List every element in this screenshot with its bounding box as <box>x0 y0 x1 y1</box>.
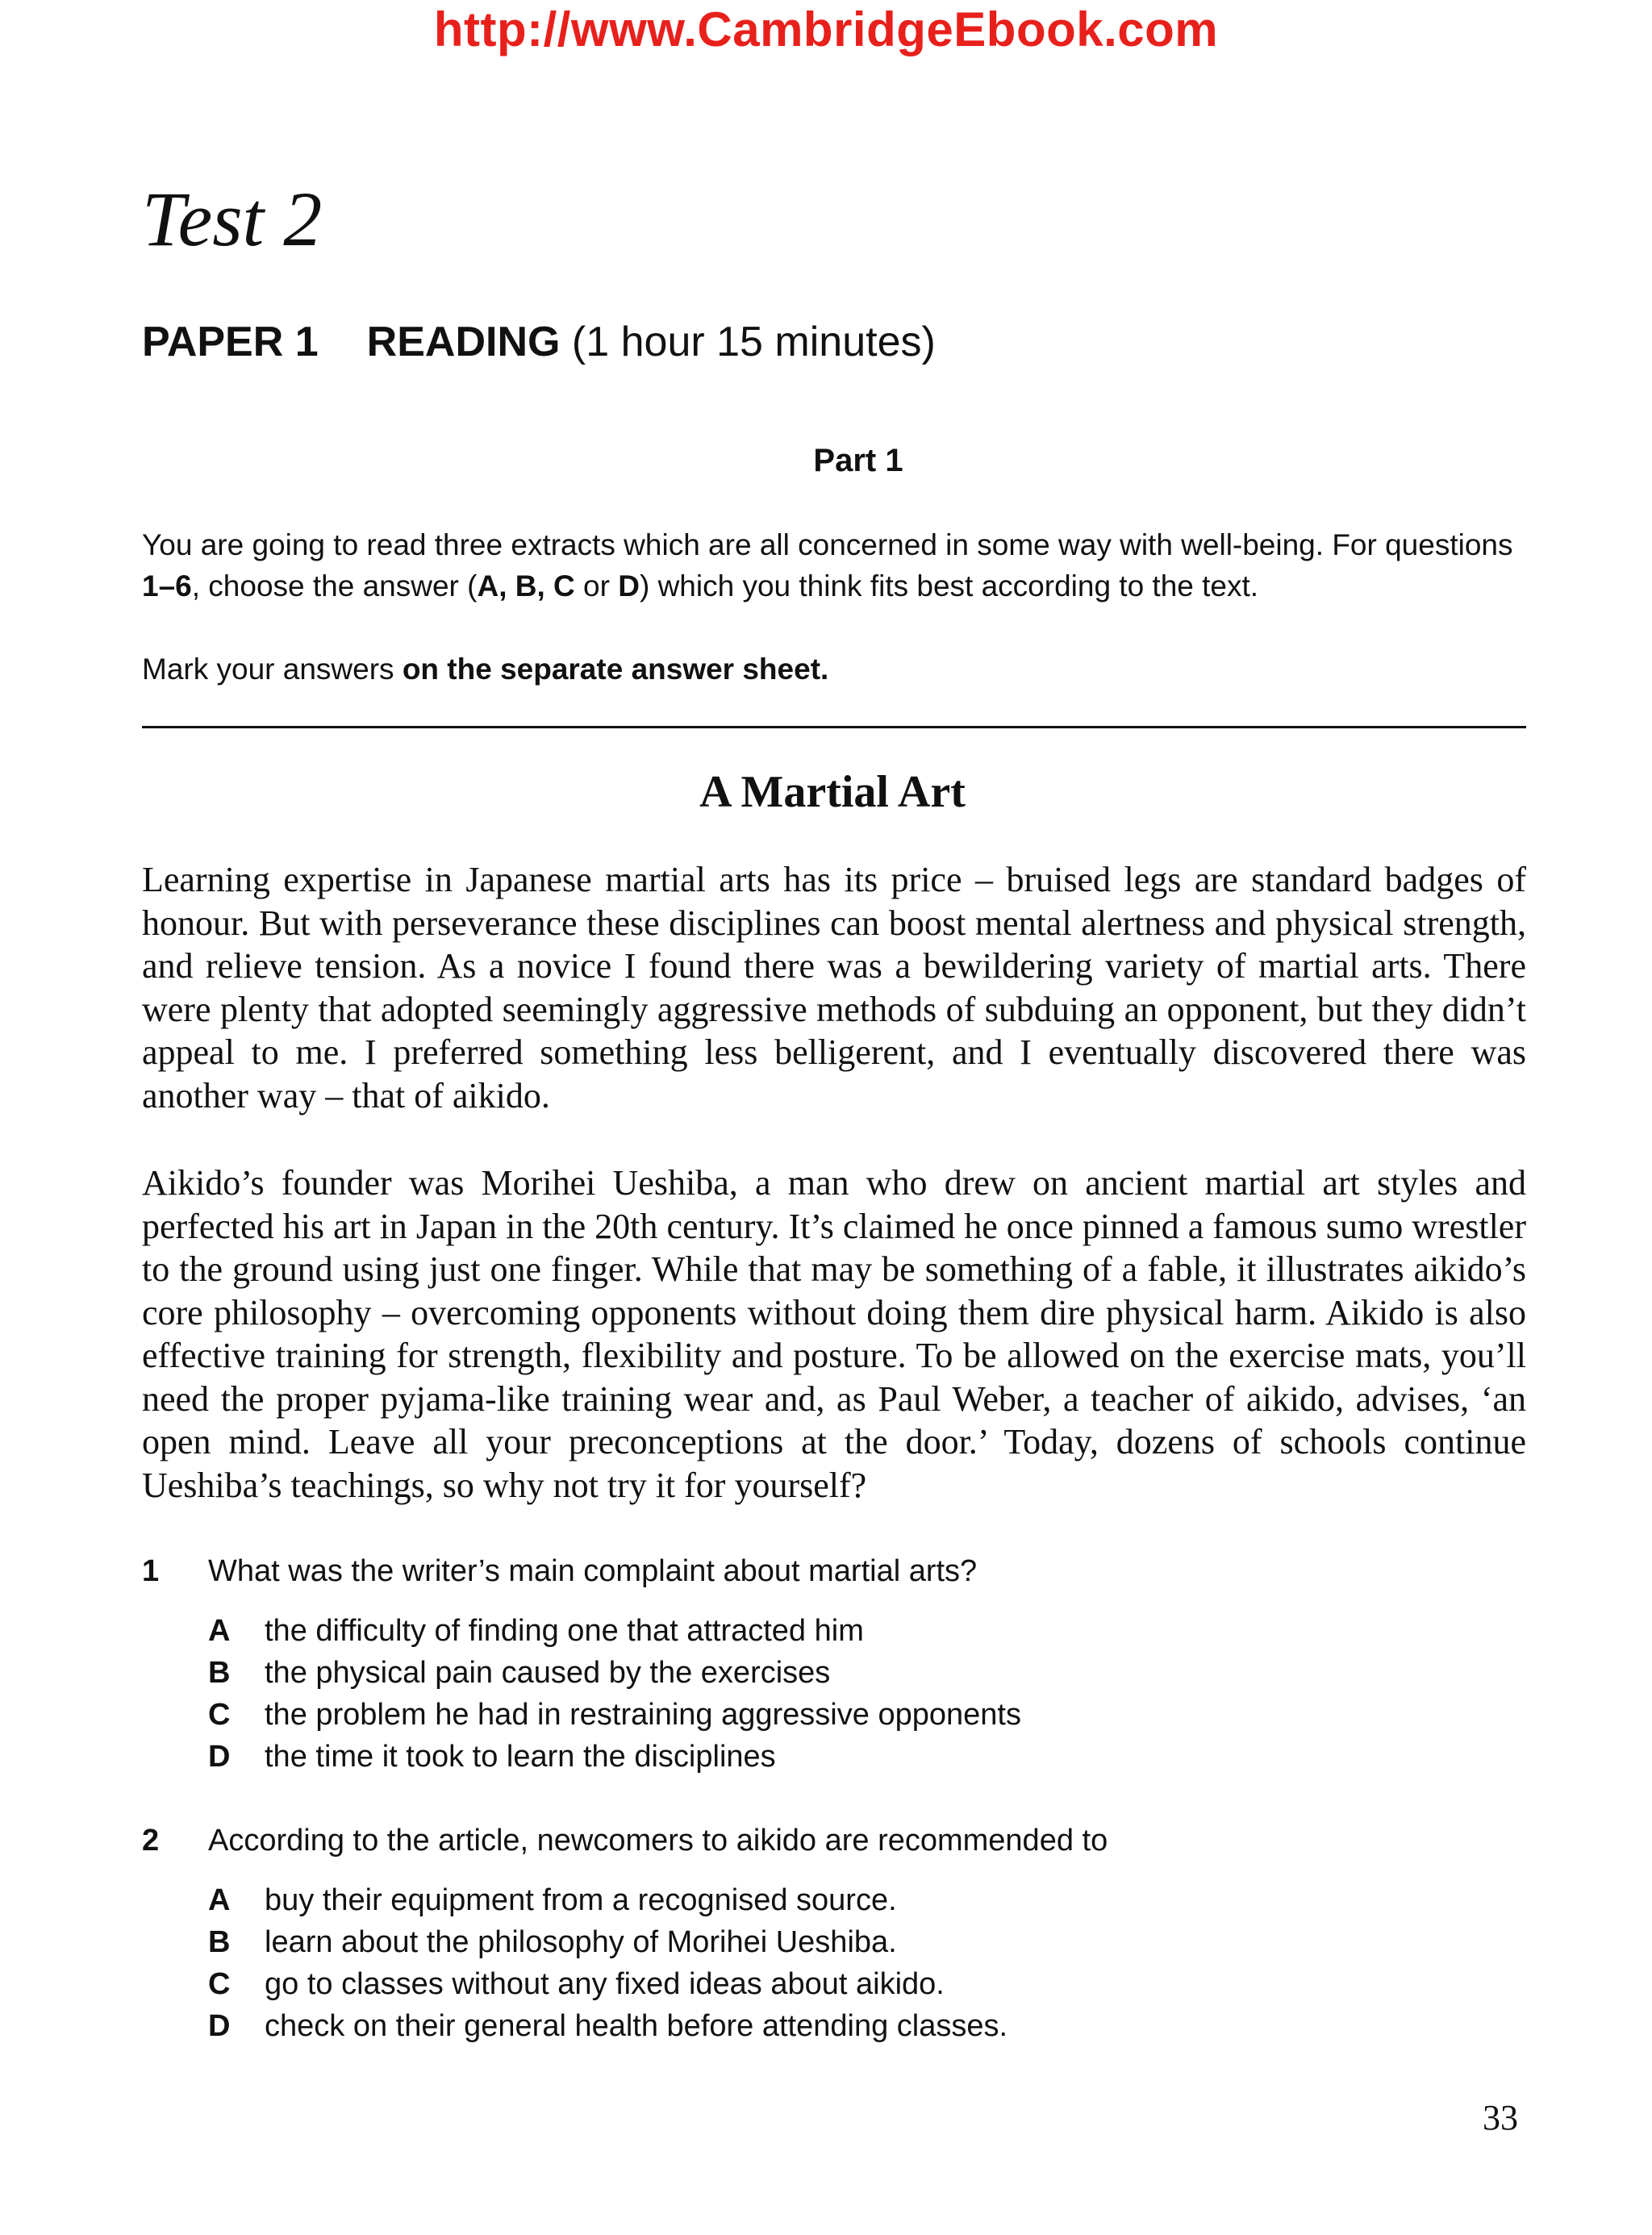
paper-duration: (1 hour 15 minutes) <box>571 319 936 365</box>
question-number: 1 <box>142 1554 160 1588</box>
section-divider <box>142 726 1526 728</box>
paper-number: PAPER 1 <box>142 319 319 365</box>
article-paragraph: Learning expertise in Japanese martial arts has its price – bruised legs are standard badges of honour. But with perseverance these disciplines can boost mental alertness and physical strength, and relieve tension. As a novice I found there was a bewildering variety of martial arts. There were plenty that adopted seemingly aggressive methods of subduing an opponent, but they didn’t appeal to me. I preferred something less belligerent, and I eventually discovered there was another way – that of aikido. <box>142 860 1526 1115</box>
paper-name: READING <box>366 319 561 365</box>
article-title-text: A Martial Art <box>699 767 966 817</box>
mark-answers-pre: Mark your answers <box>142 653 403 686</box>
option-letter: A <box>208 1614 231 1648</box>
instructions-post: ) which you think fits best according to the text. <box>639 569 1259 603</box>
option-text: check on their general health before attending classes. <box>265 2009 1008 2043</box>
instructions-letter-d: D <box>618 569 640 603</box>
part-heading-label: Part 1 <box>813 443 903 478</box>
instructions-letters: A, B, C <box>477 569 575 603</box>
header-url-link[interactable]: http://www.CambridgeEbook.com <box>433 2 1219 56</box>
question-2 <box>142 1820 1526 2062</box>
mark-answers-instruction <box>142 648 828 690</box>
option-text: the physical pain caused by the exercises <box>265 1656 831 1690</box>
test-title: Test 2 <box>142 176 323 262</box>
page-number: 33 <box>1483 2098 1518 2137</box>
option-letter: B <box>208 1925 231 1959</box>
article-paragraph: Aikido’s founder was Morihei Ueshiba, a man who drew on ancient martial art styles and perfected his art in Japan in the 20th century. It’s claimed he once pinned a famous sumo wrestler to the ground using just one finger. While that may be something of a fable, it illustrates aikido’s core philosophy – overcoming opponents without doing them dire physical harm. Aikido is also effective training for strength, flexibility and posture. To be allowed on the exercise mats, you’ll need the proper pyjama-like training wear and, as Paul Weber, a teacher of aikido, advises, ‘an open mind. Leave all your preconceptions at the door.’ Today, dozens of schools continue Ueshiba’s teachings, so why not try it for yourself? <box>142 1163 1526 1505</box>
option-letter: A <box>208 1883 231 1917</box>
option-letter: D <box>208 1740 231 1774</box>
option-text: the difficulty of finding one that attracted him <box>265 1614 864 1648</box>
option-text: learn about the philosophy of Morihei Ueshiba. <box>265 1925 897 1959</box>
article-title <box>0 763 1652 821</box>
instructions-or: or <box>574 569 619 603</box>
option-text: the problem he had in restraining aggressive opponents <box>265 1698 1021 1732</box>
option-text: the time it took to learn the disciplines <box>265 1740 776 1774</box>
question-text: According to the article, newcomers to aikido are recommended to <box>208 1824 1108 1858</box>
option-letter: C <box>208 1967 231 2001</box>
instructions <box>142 524 1526 607</box>
option-text: go to classes without any fixed ideas about aikido. <box>265 1967 945 2001</box>
question-1 <box>142 1550 1526 1792</box>
option-letter: C <box>208 1698 231 1732</box>
paper-heading <box>142 316 936 368</box>
part-heading <box>0 439 1652 482</box>
question-number: 2 <box>142 1824 160 1858</box>
option-letter: D <box>208 2009 231 2043</box>
option-text: buy their equipment from a recognised source. <box>265 1883 897 1917</box>
mark-answers-bold: on the separate answer sheet. <box>402 653 829 686</box>
instructions-mid: , choose the answer ( <box>191 569 478 603</box>
question-text: What was the writer’s main complaint about martial arts? <box>208 1554 978 1588</box>
instructions-range: 1–6 <box>142 569 192 603</box>
option-letter: B <box>208 1656 231 1690</box>
instructions-pre: You are going to read three extracts which are all concerned in some way with well-being. For questions <box>142 528 1513 561</box>
